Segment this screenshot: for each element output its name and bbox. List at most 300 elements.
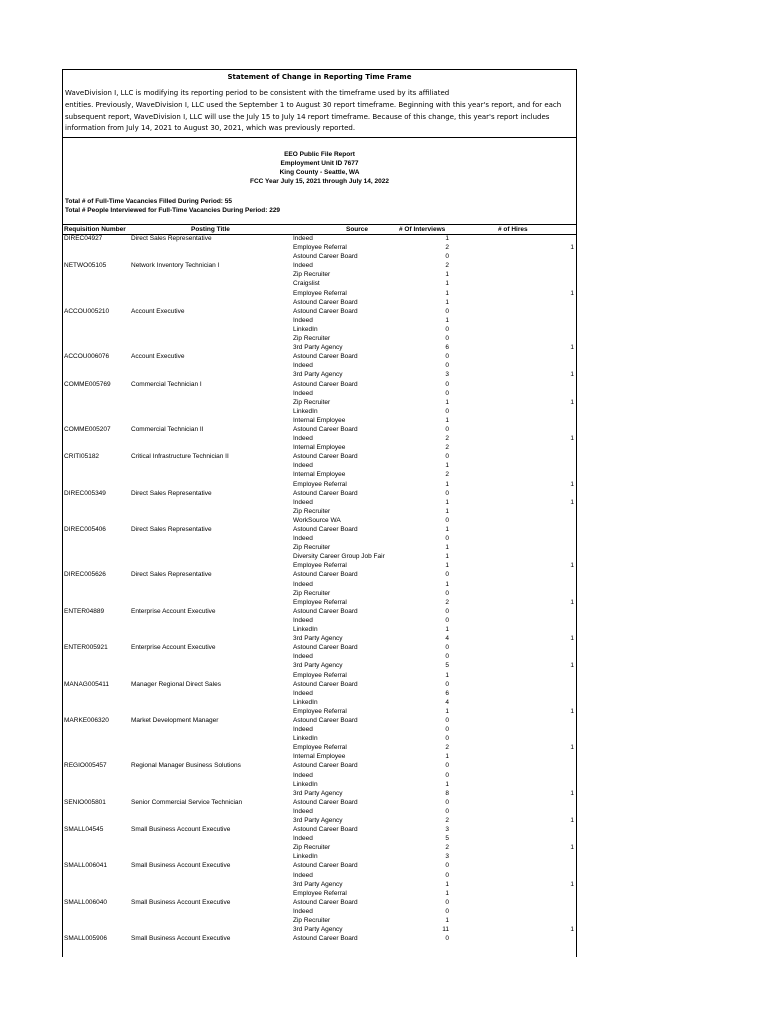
interviews-cell: 1 xyxy=(445,480,449,488)
source-cell: Astound Career Board xyxy=(293,453,358,461)
source-cell: Indeed xyxy=(293,462,313,470)
interviews-cell: 0 xyxy=(445,425,449,433)
table-row xyxy=(63,389,576,398)
interviews-cell: 1 xyxy=(445,553,449,561)
requisition-cell: ACCOU005210 xyxy=(64,307,110,315)
totals xyxy=(65,197,280,215)
source-cell: Internal Employee xyxy=(293,753,346,761)
table-row xyxy=(63,434,576,443)
requisition-cell: ENTER04889 xyxy=(64,607,105,615)
interviews-cell: 0 xyxy=(445,771,449,779)
hires-cell: 1 xyxy=(570,289,574,297)
table-row xyxy=(63,616,576,625)
interviews-cell: 1 xyxy=(445,562,449,570)
table-row xyxy=(63,380,576,389)
table-row xyxy=(63,825,576,834)
source-cell: Astound Career Board xyxy=(293,425,358,433)
table-row xyxy=(63,252,576,261)
source-cell: LinkedIn xyxy=(293,780,318,788)
source-cell: Astound Career Board xyxy=(293,607,358,615)
interviews-cell: 3 xyxy=(445,853,449,861)
source-cell: 3rd Party Agency xyxy=(293,344,343,352)
posting-title-cell: Regional Manager Business Solutions xyxy=(131,762,241,770)
table-row xyxy=(63,534,576,543)
interviews-cell: 0 xyxy=(445,325,449,333)
interviews-cell: 4 xyxy=(445,698,449,706)
source-cell: Zip Recruiter xyxy=(293,335,331,343)
table-row xyxy=(63,507,576,516)
source-cell: Indeed xyxy=(293,771,313,779)
interviews-cell: 0 xyxy=(445,716,449,724)
requisition-cell: SMALL006041 xyxy=(64,862,108,870)
interviews-cell: 5 xyxy=(445,835,449,843)
interviews-cell: 0 xyxy=(445,907,449,915)
table-row xyxy=(63,716,576,725)
table-row xyxy=(63,325,576,334)
source-cell: 3rd Party Agency xyxy=(293,926,343,934)
source-cell: Astound Career Board xyxy=(293,716,358,724)
source-cell: Indeed xyxy=(293,235,313,242)
interviews-cell: 0 xyxy=(445,389,449,397)
hires-cell: 1 xyxy=(570,598,574,606)
interviews-cell: 1 xyxy=(445,280,449,288)
interviews-cell: 2 xyxy=(445,244,449,252)
interviews-cell: 0 xyxy=(445,607,449,615)
source-cell: Indeed xyxy=(293,362,313,370)
hires-cell: 1 xyxy=(570,744,574,752)
interviews-cell: 2 xyxy=(445,844,449,852)
source-cell: Indeed xyxy=(293,616,313,624)
interviews-cell: 2 xyxy=(445,744,449,752)
statement-box xyxy=(63,70,576,138)
requisition-cell: SMALL005906 xyxy=(64,935,108,943)
source-cell: Astound Career Board xyxy=(293,353,358,361)
table-row xyxy=(63,780,576,789)
interviews-cell: 1 xyxy=(445,271,449,279)
table-row xyxy=(63,543,576,552)
interviews-cell: 1 xyxy=(445,671,449,679)
interviews-cell: 1 xyxy=(445,416,449,424)
source-cell: WorkSource WA xyxy=(293,516,341,524)
posting-title-cell: Direct Sales Representative xyxy=(131,571,212,579)
posting-title-cell: Network Inventory Technician I xyxy=(131,262,220,270)
table-row xyxy=(63,580,576,589)
interviews-cell: 1 xyxy=(445,526,449,533)
interviews-cell: 4 xyxy=(445,635,449,643)
table-row xyxy=(63,407,576,416)
interviews-cell: 2 xyxy=(445,598,449,606)
table-row xyxy=(63,307,576,316)
requisition-cell: REGIO005457 xyxy=(64,762,107,770)
hires-cell: 1 xyxy=(570,817,574,824)
interviews-cell: 0 xyxy=(445,380,449,388)
posting-title-cell: Commercial Technician I xyxy=(131,380,202,388)
hires-cell: 1 xyxy=(570,662,574,670)
interviews-cell: 3 xyxy=(445,826,449,834)
source-cell: LinkedIn xyxy=(293,735,318,743)
table-row xyxy=(63,361,576,370)
posting-title-cell: Senior Commercial Service Technician xyxy=(131,798,243,806)
interviews-cell: 2 xyxy=(445,435,449,443)
interviews-cell: 0 xyxy=(445,653,449,661)
source-cell: Indeed xyxy=(293,262,313,270)
table-row xyxy=(63,707,576,716)
hires-cell: 1 xyxy=(570,844,574,852)
interviews-cell: 1 xyxy=(445,298,449,306)
source-cell: Employee Referral xyxy=(293,244,347,252)
table-row xyxy=(63,234,576,243)
table-row xyxy=(63,916,576,925)
table-row xyxy=(63,498,576,507)
requisition-cell: SENIO005801 xyxy=(64,798,106,806)
interviews-cell: 1 xyxy=(445,498,449,506)
table-row xyxy=(63,771,576,780)
interviews-cell: 11 xyxy=(442,926,449,934)
interviews-cell: 6 xyxy=(445,344,449,352)
source-cell: Astound Career Board xyxy=(293,571,358,579)
interviews-cell: 1 xyxy=(445,235,449,242)
interviews-cell: 0 xyxy=(445,453,449,461)
source-cell: Indeed xyxy=(293,389,313,397)
source-cell: Indeed xyxy=(293,580,313,588)
hires-cell: 1 xyxy=(570,435,574,443)
table-row xyxy=(63,652,576,661)
source-cell: LinkedIn xyxy=(293,853,318,861)
posting-title-cell: Market Development Manager xyxy=(131,716,219,724)
source-cell: Employee Referral xyxy=(293,889,347,897)
table-row xyxy=(63,789,576,798)
source-cell: Astound Career Board xyxy=(293,680,358,688)
source-cell: Indeed xyxy=(293,435,313,443)
requisition-cell: ACCOU006076 xyxy=(64,353,110,361)
interviews-cell: 0 xyxy=(445,807,449,815)
table-row xyxy=(63,680,576,689)
requisition-cell: DIREC04927 xyxy=(64,235,103,242)
table-row xyxy=(63,570,576,579)
table-row xyxy=(63,461,576,470)
table-row xyxy=(63,798,576,807)
requisition-cell: MANAG005411 xyxy=(64,680,110,688)
table-row xyxy=(63,907,576,916)
requisition-cell: DIREC005406 xyxy=(64,526,106,533)
hires-cell: 1 xyxy=(570,926,574,934)
table-row xyxy=(63,743,576,752)
interviews-cell: 1 xyxy=(445,753,449,761)
table-row xyxy=(63,525,576,534)
source-cell: 3rd Party Agency xyxy=(293,880,343,888)
table-row xyxy=(63,561,576,570)
table-body xyxy=(63,234,576,943)
posting-title-cell: Small Business Account Executive xyxy=(131,935,231,943)
statement-line: subsequent report, WaveDivision I, LLC will use the July 15 to July 14 report timeframe. Because of this change, this year's report includes xyxy=(65,112,550,121)
source-cell: 3rd Party Agency xyxy=(293,817,343,824)
table-row xyxy=(63,243,576,252)
source-cell: Indeed xyxy=(293,535,313,543)
posting-title-cell: Direct Sales Representative xyxy=(131,489,212,497)
statement-body xyxy=(65,88,570,135)
table-row xyxy=(63,634,576,643)
source-cell: Internal Employee xyxy=(293,444,346,452)
col-requisition: Requisition Number xyxy=(64,226,126,233)
interviews-cell: 0 xyxy=(445,898,449,906)
table-row xyxy=(63,452,576,461)
table-row xyxy=(63,861,576,870)
table-row xyxy=(63,443,576,452)
col-hires: # of Hires xyxy=(498,226,528,233)
table-row xyxy=(63,761,576,770)
table-row xyxy=(63,470,576,479)
table-row xyxy=(63,871,576,880)
source-cell: Indeed xyxy=(293,907,313,915)
interviews-cell: 0 xyxy=(445,735,449,743)
table-row xyxy=(63,661,576,670)
interviews-cell: 0 xyxy=(445,307,449,315)
posting-title-cell: Enterprise Account Executive xyxy=(131,644,216,652)
source-cell: Zip Recruiter xyxy=(293,844,331,852)
posting-title-cell: Enterprise Account Executive xyxy=(131,607,216,615)
table-row xyxy=(63,370,576,379)
table-row xyxy=(63,834,576,843)
source-cell: Employee Referral xyxy=(293,562,347,570)
interviews-cell: 3 xyxy=(445,371,449,379)
requisition-cell: DIREC005349 xyxy=(64,489,106,497)
source-cell: Zip Recruiter xyxy=(293,507,331,515)
interviews-cell: 5 xyxy=(445,662,449,670)
source-cell: Astound Career Board xyxy=(293,307,358,315)
hires-cell: 1 xyxy=(570,880,574,888)
source-cell: Astound Career Board xyxy=(293,526,358,533)
source-cell: Indeed xyxy=(293,871,313,879)
source-cell: Zip Recruiter xyxy=(293,917,331,925)
interviews-cell: 0 xyxy=(445,516,449,524)
table-row xyxy=(63,689,576,698)
hires-cell: 1 xyxy=(570,707,574,715)
table-row xyxy=(63,425,576,434)
table-row xyxy=(63,516,576,525)
table-row xyxy=(63,843,576,852)
requisition-cell: SMALL006040 xyxy=(64,898,108,906)
posting-title-cell: Direct Sales Representative xyxy=(131,526,212,533)
interviews-cell: 0 xyxy=(445,680,449,688)
source-cell: Astound Career Board xyxy=(293,935,358,943)
report-header xyxy=(63,150,576,186)
table-row xyxy=(63,316,576,325)
hires-cell: 1 xyxy=(570,344,574,352)
interviews-cell: 0 xyxy=(445,362,449,370)
report-sheet xyxy=(62,69,577,957)
interviews-cell: 2 xyxy=(445,471,449,479)
employment-unit: Employment Unit ID 7677 xyxy=(280,160,359,167)
hires-cell: 1 xyxy=(570,398,574,406)
posting-title-cell: Commercial Technician II xyxy=(131,425,204,433)
source-cell: Astound Career Board xyxy=(293,644,358,652)
table-row xyxy=(63,725,576,734)
source-cell: Zip Recruiter xyxy=(293,271,331,279)
interviews-cell: 0 xyxy=(445,335,449,343)
table-row xyxy=(63,889,576,898)
source-cell: Employee Referral xyxy=(293,598,347,606)
table-row xyxy=(63,607,576,616)
table-row xyxy=(63,289,576,298)
hires-cell: 1 xyxy=(570,635,574,643)
source-cell: Indeed xyxy=(293,807,313,815)
requisition-cell: MARKE006320 xyxy=(64,716,109,724)
statement-line: entities. Previously, WaveDivision I, LLC used the September 1 to August 30 report timeframe. Beginning with this year's report, and for each xyxy=(65,100,562,109)
requisition-cell: COMME005207 xyxy=(64,425,111,433)
table-row xyxy=(63,752,576,761)
hires-cell: 1 xyxy=(570,789,574,797)
table-row xyxy=(63,352,576,361)
interviews-cell: 2 xyxy=(445,262,449,270)
table-row xyxy=(63,398,576,407)
posting-title-cell: Small Business Account Executive xyxy=(131,862,231,870)
source-cell: Employee Referral xyxy=(293,671,347,679)
interviews-cell: 0 xyxy=(445,644,449,652)
posting-title-cell: Critical Infrastructure Technician II xyxy=(131,453,229,461)
source-cell: Indeed xyxy=(293,316,313,324)
interviews-cell: 1 xyxy=(445,544,449,552)
hires-cell: 1 xyxy=(570,244,574,252)
requisition-cell: ENTER005921 xyxy=(64,644,108,652)
source-cell: Craigslist xyxy=(293,280,320,288)
interviews-cell: 0 xyxy=(445,762,449,770)
source-cell: Employee Referral xyxy=(293,289,347,297)
interviews-cell: 1 xyxy=(445,626,449,634)
source-cell: Employee Referral xyxy=(293,707,347,715)
source-cell: LinkedIn xyxy=(293,407,318,415)
source-cell: 3rd Party Agency xyxy=(293,662,343,670)
table-row xyxy=(63,261,576,270)
table-row xyxy=(63,416,576,425)
source-cell: Astound Career Board xyxy=(293,762,358,770)
col-posting-title: Posting Title xyxy=(191,226,230,233)
source-cell: Astound Career Board xyxy=(293,489,358,497)
interviews-cell: 1 xyxy=(445,316,449,324)
statement-line: information from July 14, 2021 to August 30, 2021, which was previously reported. xyxy=(65,124,356,133)
interviews-cell: 0 xyxy=(445,407,449,415)
interviews-cell: 0 xyxy=(445,535,449,543)
report-period: FCC Year July 15, 2021 through July 14, 2022 xyxy=(250,178,389,185)
table-row xyxy=(63,734,576,743)
source-cell: Employee Referral xyxy=(293,744,347,752)
requisition-cell: COMME005769 xyxy=(64,380,111,388)
source-cell: Astound Career Board xyxy=(293,798,358,806)
hires-cell: 1 xyxy=(570,371,574,379)
table-row xyxy=(63,698,576,707)
source-cell: LinkedIn xyxy=(293,698,318,706)
source-cell: Indeed xyxy=(293,835,313,843)
source-cell: Zip Recruiter xyxy=(293,544,331,552)
interviews-cell: 0 xyxy=(445,616,449,624)
table-row xyxy=(63,552,576,561)
table-row xyxy=(63,343,576,352)
total-interviewed: Total # People Interviewed for Full-Time Vacancies During Period: 229 xyxy=(65,207,281,214)
hires-cell: 1 xyxy=(570,480,574,488)
table-row xyxy=(63,671,576,680)
source-cell: Zip Recruiter xyxy=(293,398,331,406)
interviews-cell: 1 xyxy=(445,780,449,788)
table-row xyxy=(63,598,576,607)
interviews-cell: 1 xyxy=(445,289,449,297)
posting-title-cell: Account Executive xyxy=(131,353,185,361)
interviews-cell: 1 xyxy=(445,580,449,588)
interviews-cell: 0 xyxy=(445,489,449,497)
source-cell: Indeed xyxy=(293,498,313,506)
report-title: EEO Public File Report xyxy=(284,151,355,158)
interviews-cell: 1 xyxy=(445,917,449,925)
interviews-cell: 8 xyxy=(445,789,449,797)
posting-title-cell: Small Business Account Executive xyxy=(131,898,231,906)
interviews-cell: 0 xyxy=(445,862,449,870)
source-cell: 3rd Party Agency xyxy=(293,371,343,379)
table-row xyxy=(63,334,576,343)
source-cell: Astound Career Board xyxy=(293,862,358,870)
source-cell: Astound Career Board xyxy=(293,898,358,906)
table-row xyxy=(63,279,576,288)
source-cell: LinkedIn xyxy=(293,325,318,333)
source-cell: Astound Career Board xyxy=(293,826,358,834)
interviews-cell: 1 xyxy=(445,507,449,515)
source-cell: Astound Career Board xyxy=(293,253,358,261)
table-row xyxy=(63,270,576,279)
source-cell: LinkedIn xyxy=(293,626,318,634)
table-row xyxy=(63,816,576,825)
table-row xyxy=(63,298,576,307)
interviews-cell: 0 xyxy=(445,589,449,597)
table-row xyxy=(63,589,576,598)
posting-title-cell: Direct Sales Representative xyxy=(131,235,212,242)
interviews-cell: 2 xyxy=(445,444,449,452)
source-cell: Zip Recruiter xyxy=(293,589,331,597)
requisition-cell: NETWO05105 xyxy=(64,262,107,270)
interviews-cell: 2 xyxy=(445,817,449,824)
source-cell: Astound Career Board xyxy=(293,298,358,306)
interviews-cell: 1 xyxy=(445,462,449,470)
table-row xyxy=(63,489,576,498)
interviews-cell: 6 xyxy=(445,689,449,697)
interviews-cell: 0 xyxy=(445,571,449,579)
table-row xyxy=(63,934,576,943)
source-cell: Employee Referral xyxy=(293,480,347,488)
table-row xyxy=(63,480,576,489)
interviews-cell: 1 xyxy=(445,880,449,888)
interviews-cell: 1 xyxy=(445,889,449,897)
source-cell: 3rd Party Agency xyxy=(293,635,343,643)
source-cell: Internal Employee xyxy=(293,471,346,479)
source-cell: Indeed xyxy=(293,689,313,697)
table-row xyxy=(63,852,576,861)
col-interviews: # Of Interviews xyxy=(399,226,446,233)
posting-title-cell: Small Business Account Executive xyxy=(131,826,231,834)
statement-line: WaveDivision I, LLC is modifying its reporting period to be consistent with the timeframe used by its affiliated xyxy=(65,89,450,97)
source-cell: Internal Employee xyxy=(293,416,346,424)
requisition-cell: CRITI05182 xyxy=(64,453,100,461)
table-row xyxy=(63,625,576,634)
hires-cell: 1 xyxy=(570,498,574,506)
table-row xyxy=(63,807,576,816)
source-cell: Astound Career Board xyxy=(293,380,358,388)
interviews-cell: 0 xyxy=(445,798,449,806)
table-row xyxy=(63,925,576,934)
interviews-cell: 0 xyxy=(445,353,449,361)
posting-title-cell: Account Executive xyxy=(131,307,185,315)
interviews-cell: 0 xyxy=(445,935,449,943)
source-cell: Diversity Career Group Job Fair xyxy=(293,553,385,561)
report-location: King County - Seattle, WA xyxy=(279,169,360,176)
hires-cell: 1 xyxy=(570,562,574,570)
requisition-cell: SMALL04545 xyxy=(64,826,104,834)
total-vacancies: Total # of Full-Time Vacancies Filled During Period: 55 xyxy=(65,198,232,205)
